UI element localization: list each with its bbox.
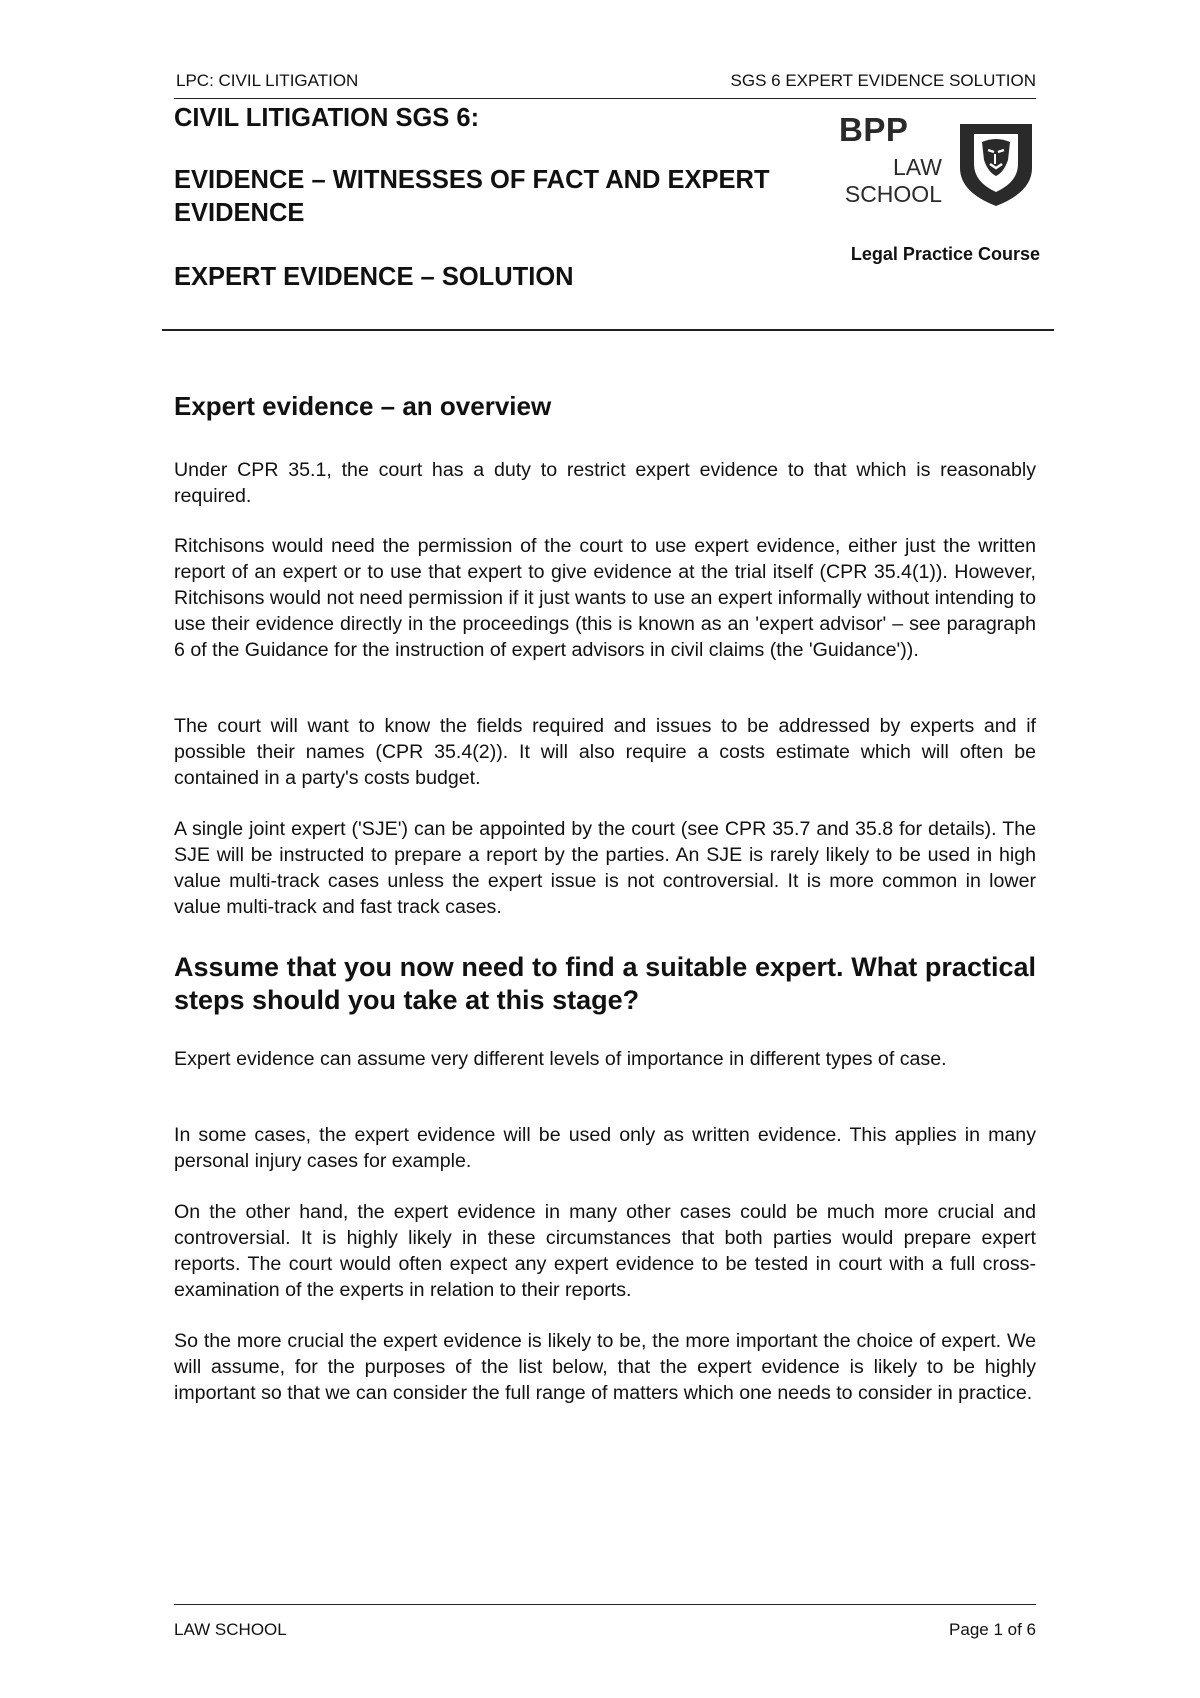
document-subtitle: EVIDENCE – WITNESSES OF FACT AND EXPERT EVIDENCE xyxy=(174,166,770,227)
running-header-left: LPC: CIVIL LITIGATION xyxy=(176,71,359,90)
footer-left: LAW SCHOOL xyxy=(174,1620,287,1639)
paragraph: Ritchisons would need the permission of the court to use expert evidence, either just the written report of an expert or to use that expert to give evidence at the trial itself (CPR 35.4(1)). However, Ritchisons would not need permission if it just wants to use an expert informally without intending to use their evidence directly in the proceedings (this is known as an 'expert advisor' – see paragraph 6 of the Guidance for the instruction of expert advisors in civil claims (the 'Guidance')). xyxy=(174,535,1036,661)
paragraph: A single joint expert ('SJE') can be appointed by the court (see CPR 35.7 and 35.8 for details). The SJE will be instructed to prepare a report by the parties. An SJE is rarely likely to be used in high value multi-track cases unless the expert issue is not controversial. It is more common in lower value multi-track and fast track cases. xyxy=(174,818,1036,918)
paragraph: In some cases, the expert evidence will be used only as written evidence. This applies in many personal injury cases for example. xyxy=(174,1124,1036,1172)
section-heading: Expert evidence – an overview xyxy=(174,391,552,421)
document-section-title: EXPERT EVIDENCE – SOLUTION xyxy=(174,263,574,291)
paragraph: So the more crucial the expert evidence is likely to be, the more important the choice of expert. We will assume, for the purposes of the list below, that the expert evidence is likely to be highly important so that we can consider the full range of matters which one needs to consider in practice. xyxy=(174,1330,1036,1404)
page-number: Page 1 of 6 xyxy=(949,1620,1036,1639)
header-divider xyxy=(174,98,1036,99)
logo-word-bpp: BPP xyxy=(839,111,909,148)
bpp-law-school-logo xyxy=(838,112,1042,212)
document-title: CIVIL LITIGATION SGS 6: xyxy=(174,104,480,132)
paragraph: Expert evidence can assume very different levels of importance in different types of case. xyxy=(174,1048,947,1070)
footer-divider xyxy=(174,1604,1036,1605)
logo-word-school: SCHOOL xyxy=(844,181,942,207)
title-divider xyxy=(162,329,1054,331)
course-label: Legal Practice Course xyxy=(850,244,1040,264)
question-heading: Assume that you now need to find a suitable expert. What practical steps should you take at this stage? xyxy=(174,952,1036,1015)
running-header-right: SGS 6 EXPERT EVIDENCE SOLUTION xyxy=(730,71,1036,90)
lion-shield-icon xyxy=(954,120,1038,208)
paragraph: Under CPR 35.1, the court has a duty to restrict expert evidence to that which is reasonably required. xyxy=(174,459,1036,507)
logo-word-law: LAW xyxy=(893,154,942,180)
paragraph: On the other hand, the expert evidence in many other cases could be much more crucial and controversial. It is highly likely in these circumstances that both parties would prepare expert reports. The court would often expect any expert evidence to be tested in court with a full cross-examination of the experts in relation to their reports. xyxy=(174,1201,1036,1301)
paragraph: The court will want to know the fields required and issues to be addressed by experts and if possible their names (CPR 35.4(2)). It will also require a costs estimate which will often be contained in a party's costs budget. xyxy=(174,715,1036,789)
